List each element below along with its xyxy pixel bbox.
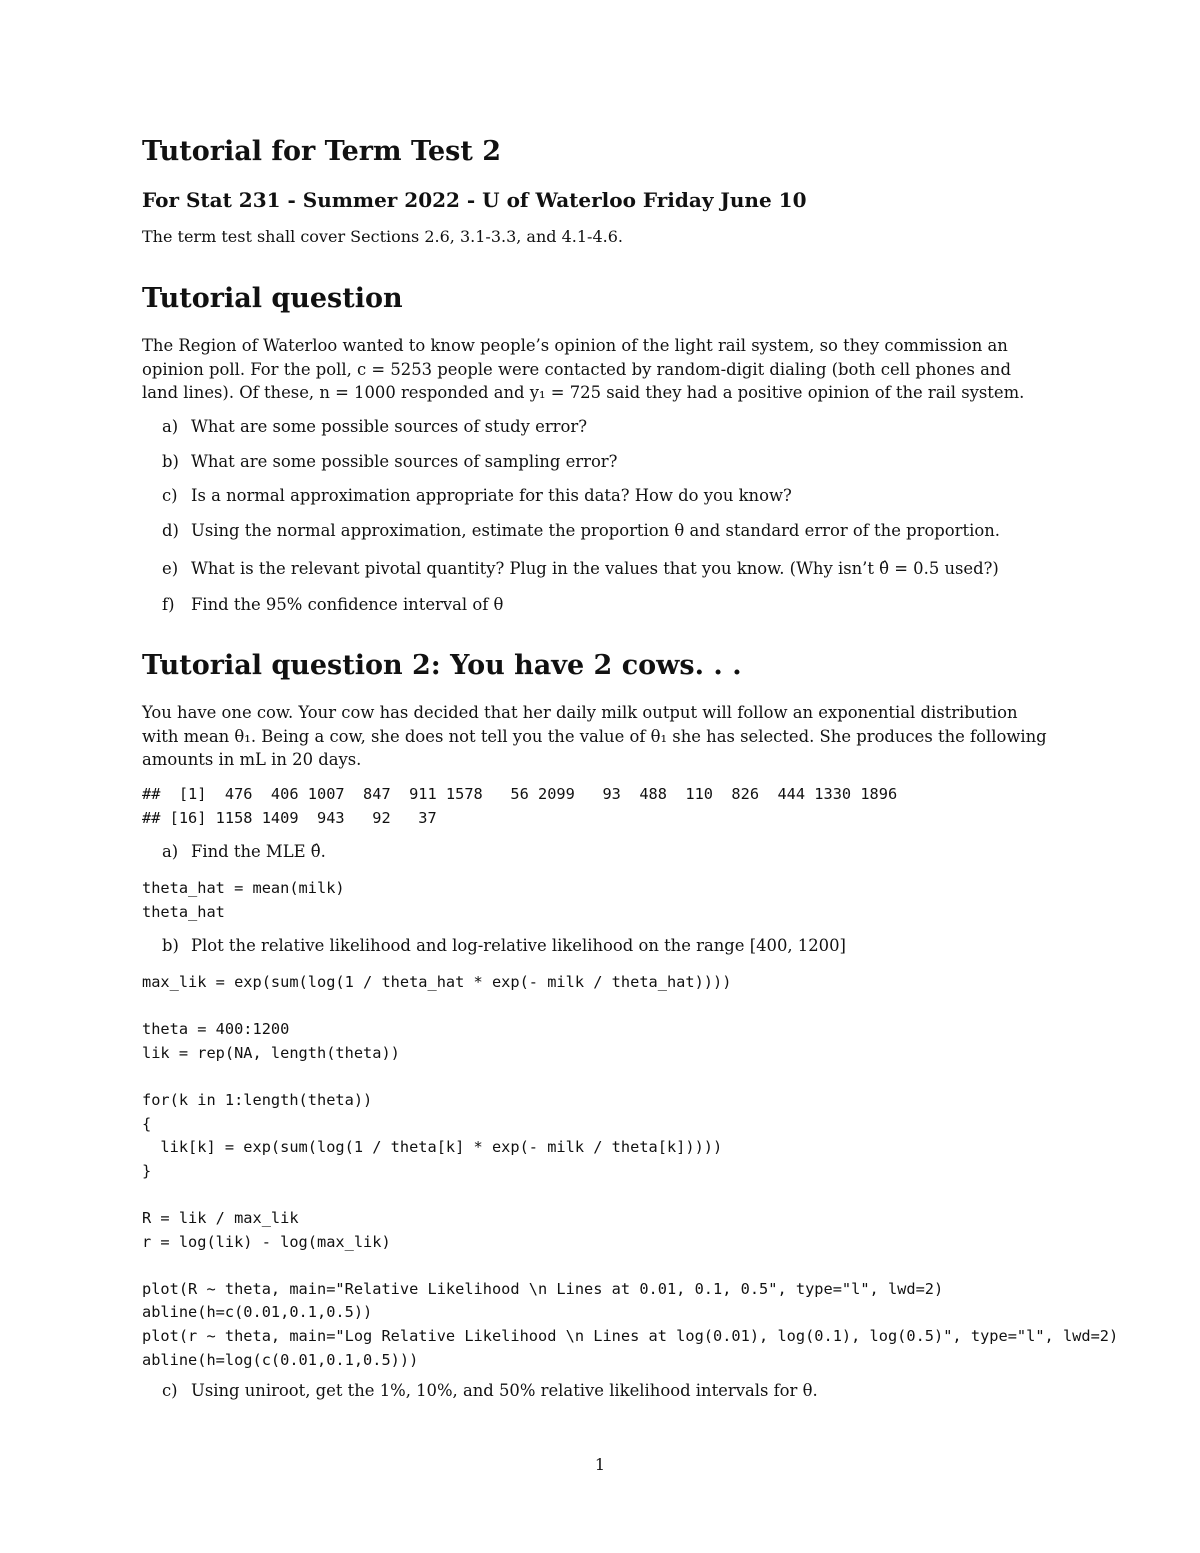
question-item-d bbox=[162, 521, 1000, 540]
paragraph-line: amounts in mL in 20 days. bbox=[142, 750, 362, 769]
document-subtitle: For Stat 231 - Summer 2022 - U of Waterloo Friday June 10 bbox=[142, 188, 807, 212]
section2-paragraph bbox=[142, 701, 1060, 772]
question-text: Using uniroot, get the 1%, 10%, and 50% relative likelihood intervals for θ. bbox=[191, 1381, 818, 1400]
question-text: Is a normal approximation appropriate for this data? How do you know? bbox=[191, 486, 792, 505]
milk-data-output: ## [1] 476 406 1007 847 911 1578 56 2099 93 488 110 826 444 1330 1896 ## [16] 1158 1409 943 92 37 bbox=[142, 785, 898, 827]
question-label: a) bbox=[162, 842, 179, 861]
paragraph-line: You have one cow. Your cow has decided that her daily milk output will follow an exponential distribution bbox=[142, 703, 1018, 722]
question-item-a bbox=[162, 417, 587, 436]
question-label: b) bbox=[162, 936, 179, 955]
question-item-plot bbox=[162, 936, 846, 955]
paragraph-line: land lines). Of these, n = 1000 responded and y₁ = 725 said they had a positive opinion of the rail system. bbox=[142, 383, 1025, 402]
section-heading-cows: Tutorial question 2: You have 2 cows. . . bbox=[142, 650, 742, 681]
code-block-likelihood: max_lik = exp(sum(log(1 / theta_hat * exp(- milk / theta_hat)))) theta = 400:1200 lik = rep(NA, length(theta)) for(k in 1:length(theta)) { lik[k] = exp(sum(log(1 / theta[k] * exp(- milk / theta[k])))) } R = lik / max_lik r = log(lik) - log(max_lik) plot(R ~ theta, main="Relative Likelihood \n Lines at 0.01, 0.1, 0.5", type="l", lwd=2) abline(h=c(0.01,0.1,0.5)) plot(r ~ theta, main="Log Relative Likelihood \n Lines at log(0.01), log(0.1), log(0.5)", type="l", lwd=2) abline(h=log(c(0.01,0.1,0.5))) bbox=[142, 973, 1119, 1369]
section-heading-tutorial-question: Tutorial question bbox=[142, 283, 403, 314]
question-item-b bbox=[162, 452, 617, 471]
code-block-mle: theta_hat = mean(milk) theta_hat bbox=[142, 879, 345, 921]
question-text: Plot the relative likelihood and log-relative likelihood on the range [400, 1200] bbox=[191, 936, 846, 955]
question-text: What are some possible sources of sampling error? bbox=[191, 452, 618, 471]
question-label: c) bbox=[162, 1381, 178, 1400]
question-label: e) bbox=[162, 559, 179, 578]
question-label: d) bbox=[162, 521, 179, 540]
question-text: Find the 95% confidence interval of θ bbox=[191, 595, 504, 614]
question-text: What are some possible sources of study error? bbox=[191, 417, 587, 436]
question-item-c bbox=[162, 486, 792, 505]
question-text: What is the relevant pivotal quantity? Plug in the values that you know. (Why isn’t θ̂ = 0.5 used?) bbox=[191, 559, 999, 578]
question-label: f) bbox=[162, 595, 175, 614]
paragraph-line: with mean θ₁. Being a cow, she does not tell you the value of θ₁ she has selected. She produces the following bbox=[142, 726, 1047, 746]
question-item-uniroot bbox=[162, 1381, 818, 1400]
coverage-note: The term test shall cover Sections 2.6, 3.1-3.3, and 4.1-4.6. bbox=[142, 227, 623, 246]
section1-paragraph bbox=[142, 334, 1060, 405]
question-label: b) bbox=[162, 452, 179, 471]
question-item-e bbox=[162, 559, 999, 578]
question-item-mle bbox=[162, 842, 326, 861]
question-item-f bbox=[162, 595, 503, 614]
question-text: Using the normal approximation, estimate the proportion θ and standard error of the proportion. bbox=[191, 521, 1000, 540]
question-text: Find the MLE θ̂. bbox=[191, 842, 326, 861]
paragraph-line: The Region of Waterloo wanted to know people’s opinion of the light rail system, so they commission an bbox=[142, 336, 1008, 355]
question-label: c) bbox=[162, 486, 178, 505]
paragraph-line: opinion poll. For the poll, c = 5253 people were contacted by random-digit dialing (both cell phones and bbox=[142, 359, 1011, 379]
document-title: Tutorial for Term Test 2 bbox=[142, 136, 502, 167]
page-number: 1 bbox=[594, 1455, 606, 1474]
question-label: a) bbox=[162, 417, 179, 436]
